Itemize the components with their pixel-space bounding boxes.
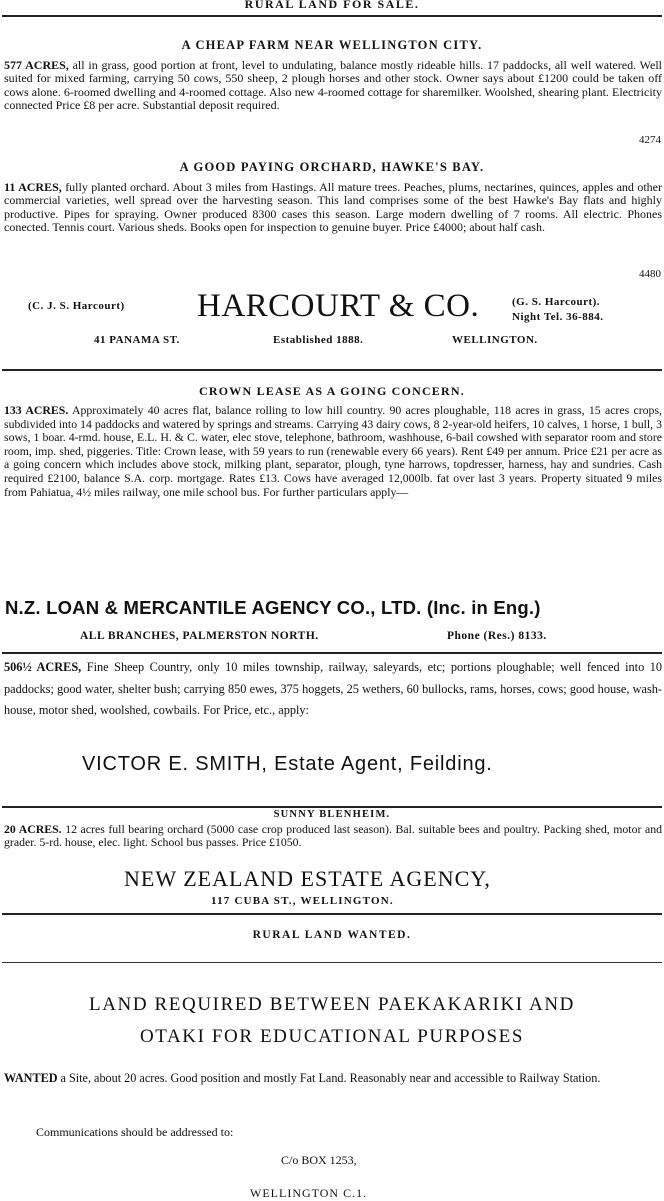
wanted-headline-line2: OTAKI FOR EDUCATIONAL PURPOSES [139, 1026, 525, 1047]
wanted-body [4, 1069, 662, 1087]
listing-lead: 506½ ACRES, [4, 660, 82, 674]
listing-body [4, 59, 662, 113]
wanted-text: a Site, about 20 acres. Good position and mostly Fat Land. Reasonably near and accessible to Railway Station. [60, 1071, 601, 1085]
listing-body [4, 181, 662, 235]
listing-title: SUNNY BLENHEIM. [273, 809, 391, 820]
listing-lead: 20 ACRES. [4, 822, 62, 836]
listing-ref: 4480 [639, 268, 661, 280]
established-year: Established 1888. [273, 334, 364, 346]
section-header-wanted: RURAL LAND WANTED. [252, 929, 412, 941]
night-telephone: Night Tel. 36-884. [512, 311, 604, 323]
agency-phone: Phone (Res.) 8133. [447, 630, 547, 642]
section-header-for-sale: RURAL LAND FOR SALE. [244, 0, 420, 11]
listing-title: A GOOD PAYING ORCHARD, HAWKE'S BAY. [179, 160, 485, 174]
divider [2, 913, 662, 915]
wanted-headline-line1: LAND REQUIRED BETWEEN PAEKAKARIKI AND [89, 994, 575, 1015]
agent-name-right: (G. S. Harcourt). [512, 296, 601, 308]
agent-line: VICTOR E. SMITH, Estate Agent, Feilding. [82, 753, 493, 775]
agency-address: 117 CUBA ST., WELLINGTON. [211, 895, 394, 907]
firm-address: 41 PANAMA ST. [94, 334, 180, 346]
listing-text: 12 acres full bearing orchard (5000 case crop produced last season). Bal. suitable bees and poultry. Packing shed, motor and grader. 5-rd. house, elec. light. School bus passes. Price £1050. [4, 822, 662, 849]
listing-text: fully planted orchard. About 3 miles from Hastings. All mature trees. Peaches, plums, nectarines, quinces, apples and other commercial varieties, well spread over the harvesting season. This land comprises some of the best Hawke's Bay flats and highly productive. Pipes for spraying. Owner produced 8300 cases this season. Large modern dwelling of 7 rooms. All electric. Phones conected. Tennis court. Various sheds. Books open for inspection to genuine buyer. Price £4000; about half cash. [4, 180, 663, 235]
agency-name: N.Z. LOAN & MERCANTILE AGENCY CO., LTD. (Inc. in Eng.) [5, 597, 541, 618]
listing-ref: 4274 [639, 134, 661, 146]
firm-city: WELLINGTON. [452, 334, 538, 346]
listing-body [4, 823, 662, 849]
divider [2, 369, 662, 371]
divider [2, 15, 662, 17]
listing-text: all in grass, good portion at front, level to undulating, balance mostly rideable hills. 17 paddocks, all well watered. Well suited for mixed farming, carrying 50 cows, 550 sheep, 2 plough horses and other stock. Owner says about £1200 could be taken off cows alone. 6-roomed dwelling and 4-roomed cottage. Also new 4-roomed cottage for sharemilker. Woolshed, shearing plant. Electricity connected Price £8 per acre. Substantial deposit required. [4, 58, 663, 113]
agency-branches: ALL BRANCHES, PALMERSTON NORTH. [80, 630, 319, 642]
listing-text: Approximately 40 acres flat, balance rolling to low hill country. 90 acres ploughable, 118 acres in grass, 15 acres crops, subdivided into 14 paddocks and watered by springs and streams. Carrying 43 dairy cows, 8 2-year-old heifers, 10 calves, 1 horse, 1 bull, 3 sows, 1 boar. 4-rmd. house, E.L. H. & C. water, elec stove, telephone, bathroom, washhouse, 6-bail cowshed with separator room and store room, imp. shed, piggeries. Title: Crown lease, with 59 years to run (renewable every 66 years). Rent £49 per annum. Price £21 per acre as a going concern which includes above stock, milking plant, separator, plough, tyne harrows, topdresser, harness, hay and sundries. Cash required £2100, balance S.A. corp. mortgage. Rates £13. Cows have averaged 12,000lb. fat over last 3 years. Property situated 9 miles from Pahiatua, 4½ miles railway, one mile school bus. For further particulars apply— [4, 403, 662, 499]
wanted-city: WELLINGTON C.1. [250, 1186, 368, 1200]
divider [2, 806, 662, 808]
agency-name: NEW ZEALAND ESTATE AGENCY, [124, 866, 491, 891]
listing-body [4, 404, 662, 499]
agent-name-left: (C. J. S. Harcourt) [28, 300, 125, 312]
box-address: C/o BOX 1253, [281, 1153, 357, 1167]
divider [2, 652, 662, 654]
communications-line: Communications should be addressed to: [36, 1125, 234, 1139]
listing-title: CROWN LEASE AS A GOING CONCERN. [199, 384, 465, 398]
listing-title: A CHEAP FARM NEAR WELLINGTON CITY. [181, 38, 483, 52]
divider [2, 962, 662, 963]
listing-lead: 11 ACRES, [4, 180, 62, 194]
listing-text: Fine Sheep Country, only 10 miles township, railway, saleyards, etc; portions ploughable; well fenced into 10 paddocks; good water, shelter bush; carrying 850 ewes, 375 hoggets, 25 wethers, 60 bullocks, rams, horses, cows; good house, wash-house, motor shed, woolshed, cowbails. For Price, etc., apply: [4, 660, 663, 717]
firm-name: HARCOURT & CO. [197, 288, 480, 324]
listing-lead: 133 ACRES. [4, 403, 69, 417]
listing-body [4, 657, 662, 722]
wanted-lead: WANTED [4, 1071, 58, 1085]
listing-lead: 577 ACRES, [4, 58, 69, 72]
